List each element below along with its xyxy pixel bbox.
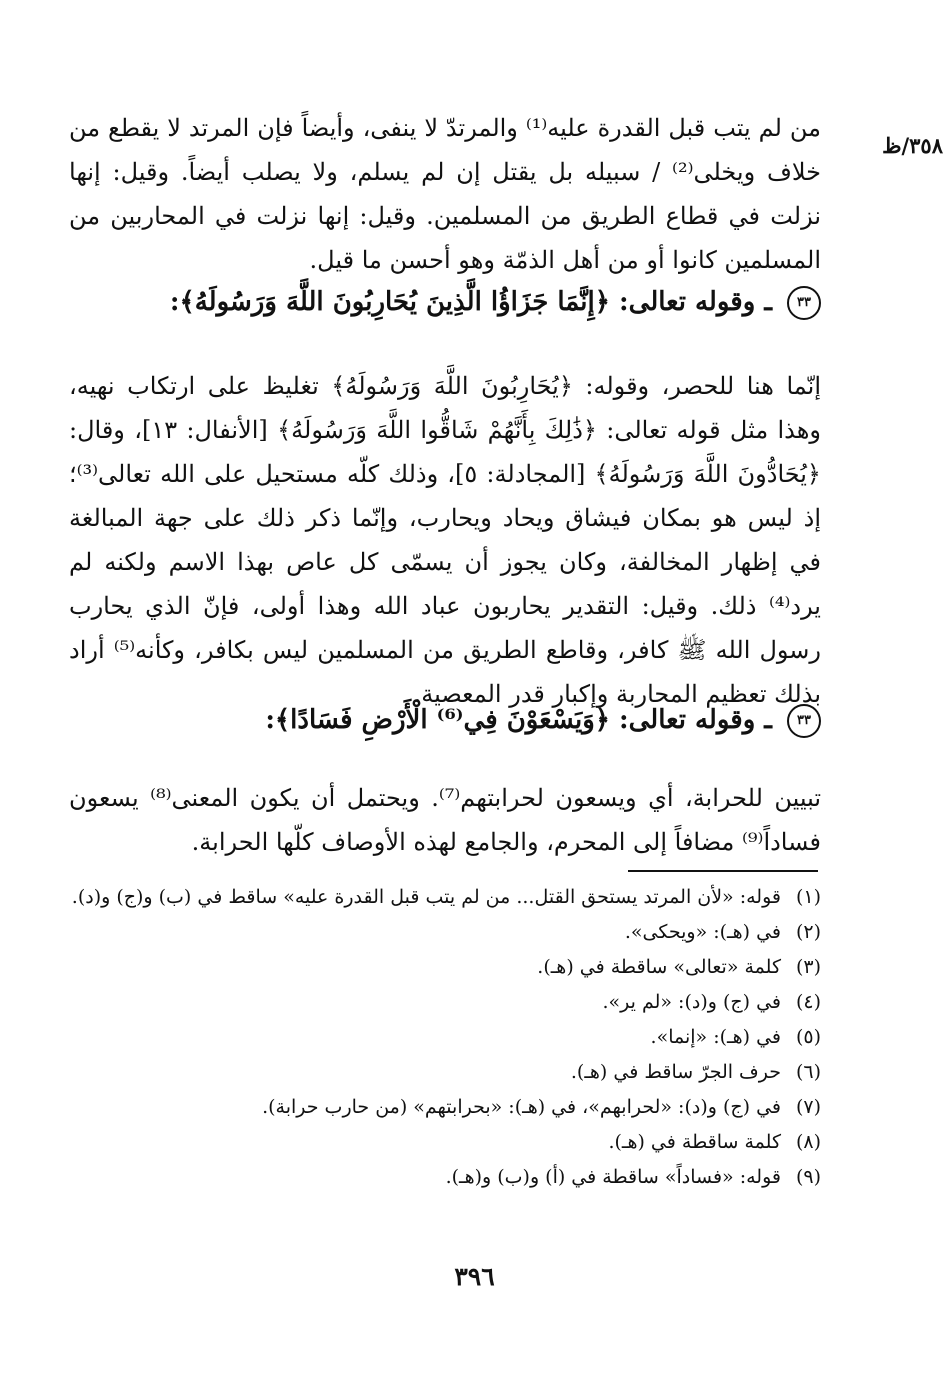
footnotes-list — [69, 880, 821, 1195]
paragraph-2: إنّما هنا للحصر، وقوله: ﴿يُحَارِبُونَ اللَّهَ وَرَسُولَهُ﴾ تغليظ على ارتكاب نهيه، وهذا مثل قوله تعالى: ﴿ذَٰلِكَ بِأَنَّهُمْ شَاقُّوا اللَّهَ وَرَسُولَهُ﴾ [الأنفال: ١٣]، وقال: ﴿يُحَادُّونَ اللَّهَ وَرَسُولَهُ﴾ [المجادلة: ٥]، وذلك كلّه مستحيل على الله تعالى⁽³⁾؛ إذ ليس هو بمكان فيشاق ويحاد ويحارب، وإنّما ذكر ذلك على جهة المبالغة في إظهار المخالفة، وكان يجوز أن يسمّى كل عاص بهذا الاسم ولكنه لم يرد⁽⁴⁾ ذلك. وقيل: التقدير يحاربون عباد الله وهذا أولى، فإنّ الذي يحارب رسول الله ﷺ كافر، وقاطع الطريق من المسلمين ليس بكافر، وكأنه⁽⁵⁾ أراد بذلك تعظيم المحاربة وإكبار قدر المعصية. — [69, 372, 822, 708]
footnote-text: في (هـ): «ويحكى». — [624, 921, 781, 943]
footnote — [69, 1020, 821, 1055]
footnote-number: (٩) — [795, 1166, 821, 1188]
footnote-text: كلمة ساقطة في (هـ). — [608, 1131, 781, 1153]
footnote — [69, 985, 821, 1020]
footnote-number: (٢) — [795, 921, 821, 943]
footnote-number: (٧) — [795, 1096, 821, 1118]
footnote-text: قوله: «فساداً» ساقطة في (أ) و(ب) و(هـ). — [445, 1166, 781, 1188]
footnote-number: (١) — [795, 886, 821, 908]
verse-heading-2 — [69, 700, 821, 740]
footnote-text: في (ج) و(د): «لحرابهم»، في (هـ): «بحرابتهم» (من حارب حرابة). — [262, 1096, 781, 1118]
footnote — [69, 1055, 821, 1090]
footnote-text: حرف الجرّ ساقط في (هـ). — [570, 1061, 781, 1083]
verse-number-badge: ٣٣ — [787, 704, 821, 738]
footnote — [69, 880, 821, 915]
footnote-number: (٤) — [795, 991, 821, 1013]
footnote-number: (٣) — [795, 956, 821, 978]
margin-folio-note: ٣٥٨/ظ — [882, 133, 943, 158]
footnote-number: (٥) — [795, 1026, 821, 1048]
footnote-number: (٨) — [795, 1131, 821, 1153]
footnote-text: في (ج) و(د): «لم ير». — [602, 991, 781, 1013]
footnote — [69, 1125, 821, 1160]
footnote-text: في (هـ): «إنما». — [650, 1026, 781, 1048]
verse-heading-text: ـ وقوله تعالى: ﴿إِنَّمَا جَزَاؤُا الَّذِينَ يُحَارِبُونَ اللَّهَ وَرَسُولَهُ﴾: — [169, 287, 772, 317]
footnote-text: قوله: «لأن المرتد يستحق القتل... من لم يتب قبل القدرة عليه» ساقط في (ب) و(ج) و(د). — [71, 886, 781, 908]
paragraph-1: من لم يتب قبل القدرة عليه⁽¹⁾ والمرتدّ لا ينفى، وأيضاً فإن المرتد لا يقطع من خلاف ويخلى⁽²⁾ / سبيله بل يقتل إن لم يسلم، ولا يصلب أيضاً. وقيل: إنها نزلت في قطاع الطريق من المسلمين. وقيل: إنها نزلت في المحاربين من المسلمين كانوا أو من أهل الذمّة وهو أحسن ما قيل. — [69, 114, 821, 274]
page-number: ٣٩٦ — [454, 1262, 495, 1291]
paragraph-3: تبيين للحرابة، أي ويسعون لحرابتهم⁽⁷⁾. ويحتمل أن يكون المعنى⁽⁸⁾ يسعون فساداً⁽⁹⁾ مضافاً إلى المحرم، والجامع لهذه الأوصاف كلّها الحرابة. — [69, 784, 822, 856]
footnote-text: كلمة «تعالى» ساقطة في (هـ). — [537, 956, 781, 978]
footnote — [69, 950, 821, 985]
footnote-separator — [628, 870, 818, 872]
footnote — [69, 1090, 821, 1125]
verse-heading-1 — [69, 282, 821, 322]
footnote-number: (٦) — [795, 1061, 821, 1083]
footnote — [69, 915, 821, 950]
verse-number-badge: ٣٣ — [787, 286, 821, 320]
footnote — [69, 1160, 821, 1195]
verse-heading-text: ـ وقوله تعالى: ﴿وَيَسْعَوْنَ فِي⁽⁶⁾ الْأَرْضِ فَسَادًا﴾: — [265, 705, 772, 735]
